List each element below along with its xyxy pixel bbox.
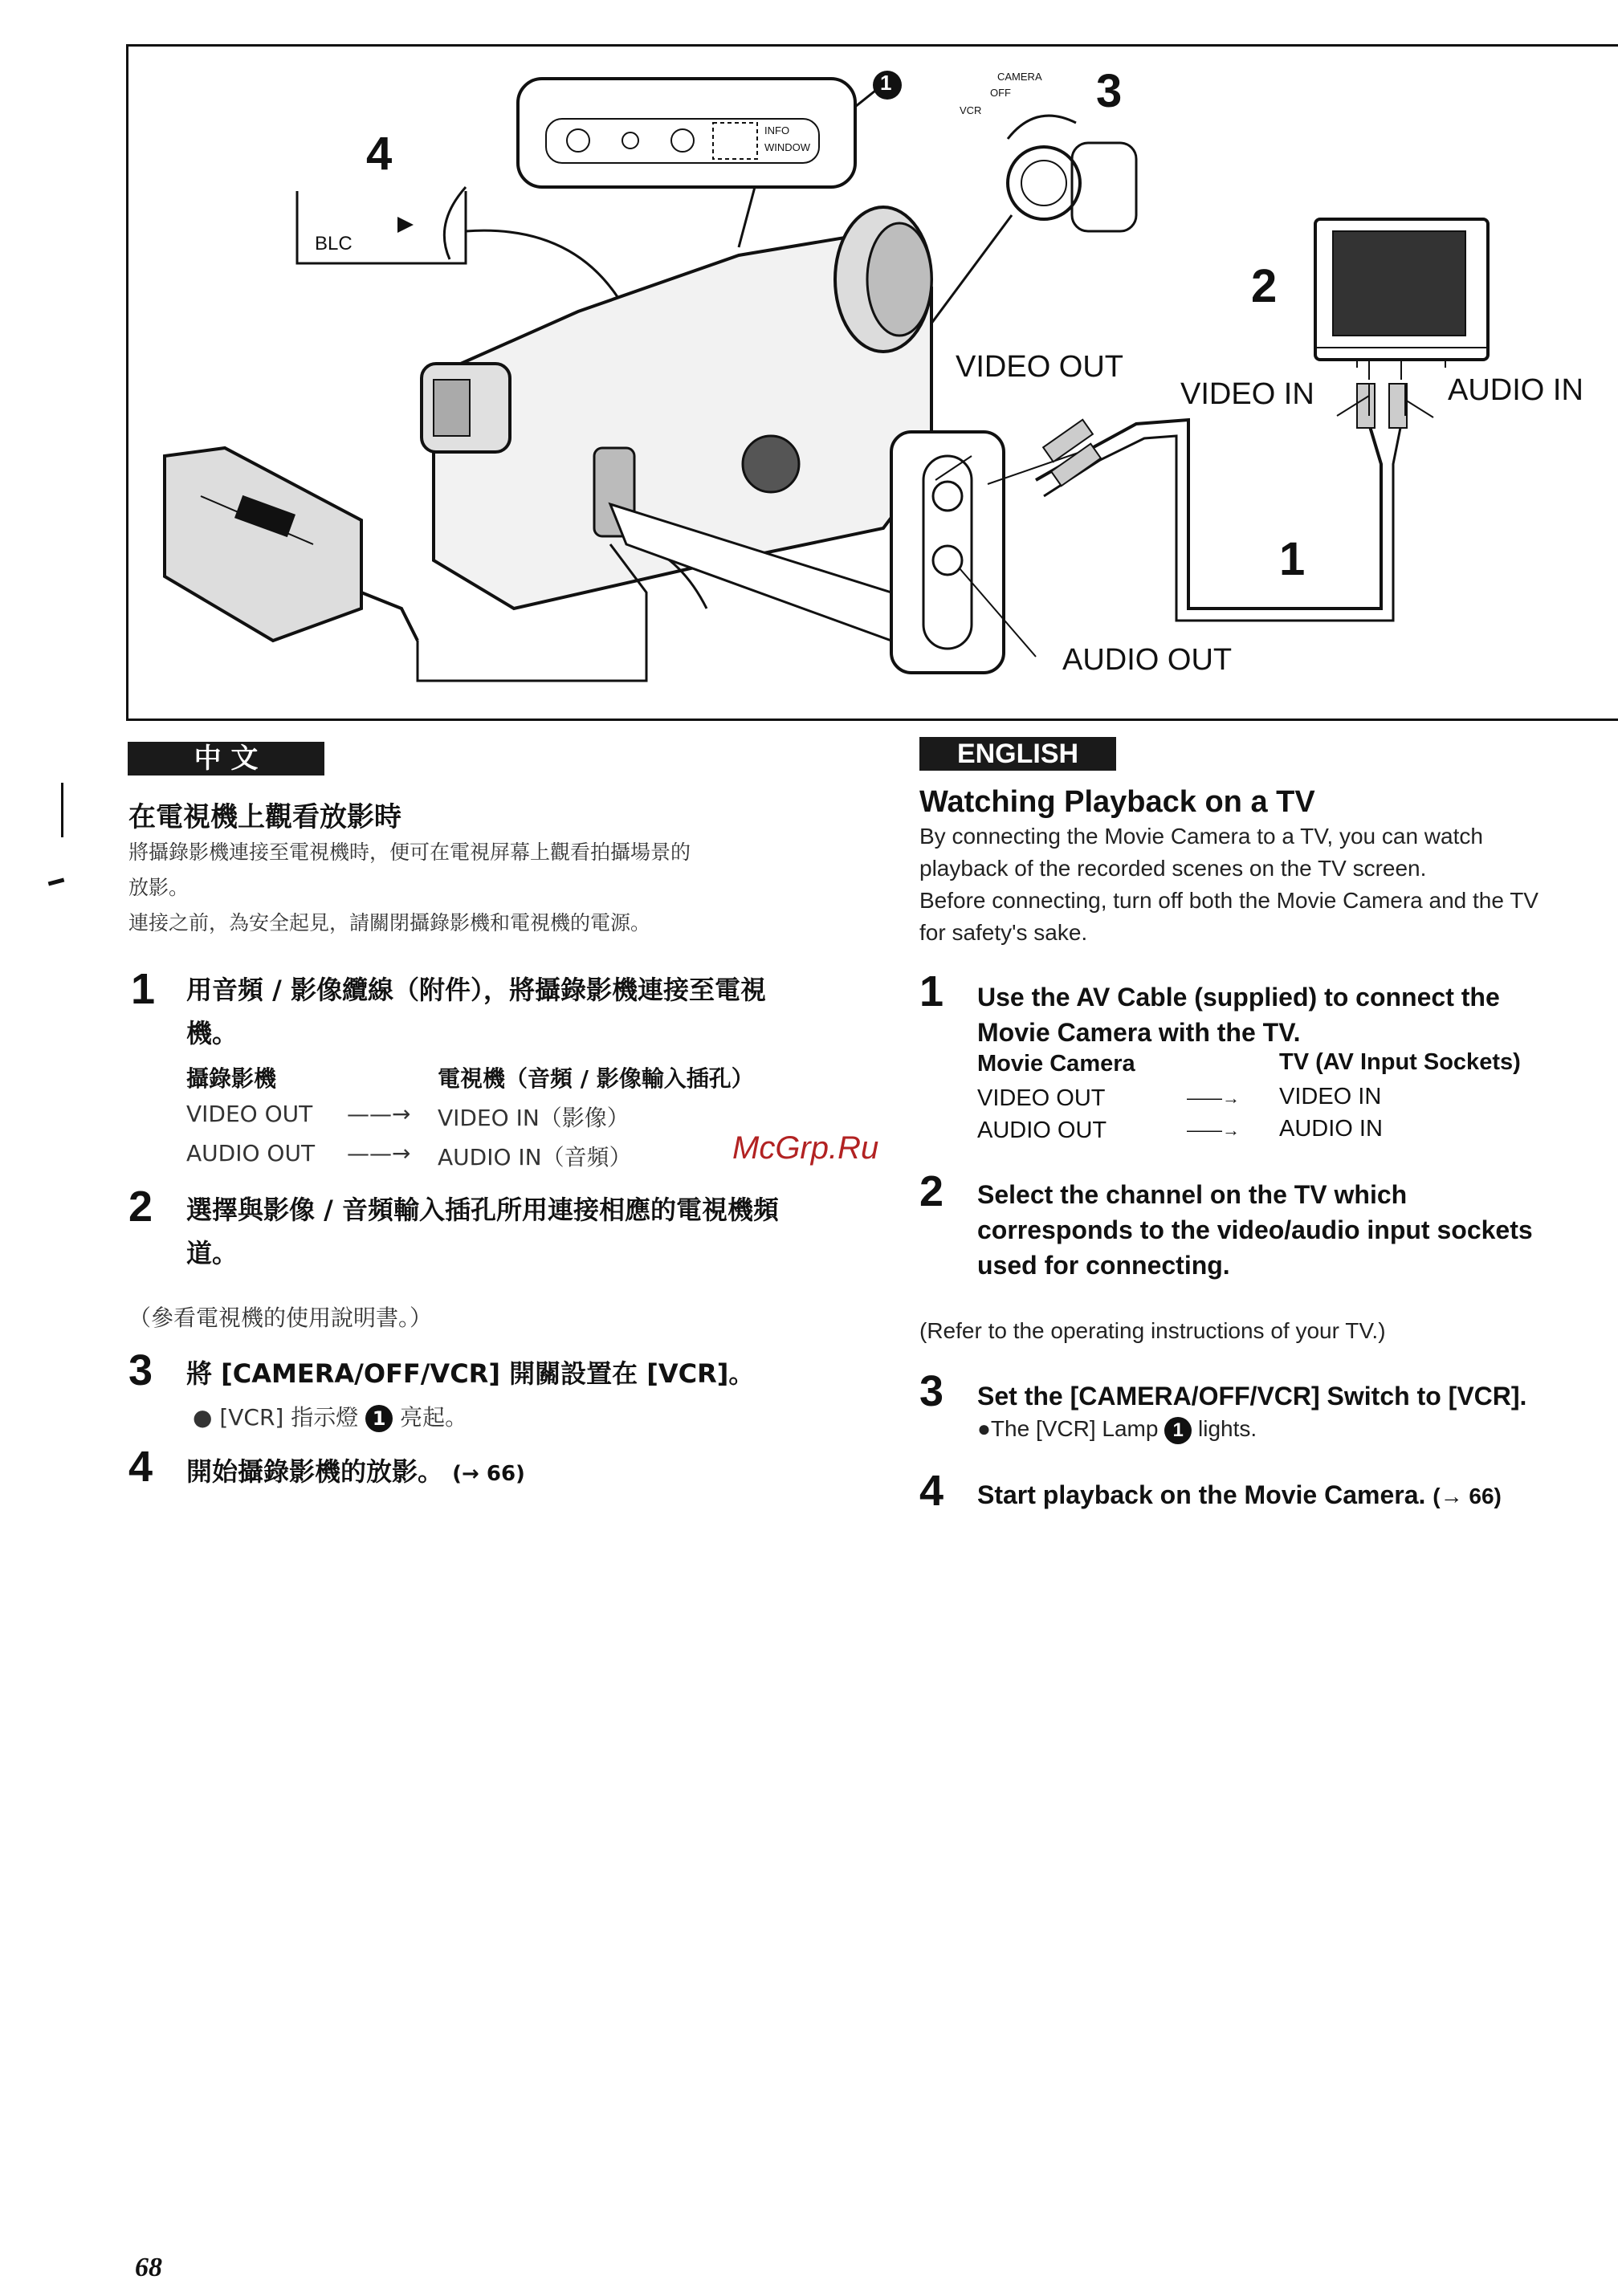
english-row-2-arrow: ——→: [1187, 1120, 1240, 1140]
english-row-1-left: VIDEO OUT: [977, 1085, 1106, 1111]
page-number: 68: [135, 2253, 162, 2282]
chinese-title: 在電視機上觀看放影時: [128, 801, 401, 833]
socket-closeup: [891, 432, 1004, 673]
callout-4: 4: [366, 128, 393, 180]
english-intro-3: Before connecting, turn off both the Movie Camera and the TV: [919, 888, 1539, 913]
chinese-step-4-text: 開始攝錄影機的放影。: [186, 1456, 444, 1487]
english-step-1-number: 1: [919, 967, 944, 1016]
chinese-intro-2: 放影。: [128, 876, 190, 899]
english-step-2-number: 2: [919, 1167, 944, 1215]
chinese-step-3-sub-post: 亮起。: [400, 1404, 468, 1431]
english-title: Watching Playback on a TV: [919, 785, 1315, 819]
english-step-2-line-2: corresponds to the video/audio input sockets: [977, 1215, 1533, 1244]
chinese-step-2-line-2: 道。: [186, 1238, 238, 1268]
circled-callout-1: 1: [880, 71, 892, 95]
info-window-panel: [518, 79, 855, 187]
chinese-row-2-right: AUDIO IN（音頻）: [438, 1144, 632, 1170]
chinese-step-1-number: 1: [131, 965, 156, 1013]
english-badge: ENGLISH: [919, 737, 1116, 771]
chinese-step-2-line-1: 選擇與影像 / 音頻輸入插孔所用連接相應的電視機頻: [186, 1195, 779, 1225]
speaker: [743, 436, 799, 492]
english-intro-2: playback of the recorded scenes on the TV screen.: [919, 856, 1427, 881]
chinese-row-1-arrow: ——→: [347, 1101, 411, 1127]
callout-3: 3: [1096, 65, 1123, 117]
play-icon: [397, 217, 414, 233]
english-row-1-right: VIDEO IN: [1279, 1084, 1382, 1109]
chinese-intro-1: 將攝錄影機連接至電視機時，便可在電視屏幕上觀看拍攝場景的: [128, 841, 691, 864]
window-label: WINDOW: [764, 141, 811, 153]
chinese-step-4-ref: (→ 66): [452, 1462, 525, 1486]
english-step-3-sub-pre: ●The [VCR] Lamp: [977, 1416, 1159, 1441]
english-step-2-line-1: Select the channel on the TV which: [977, 1180, 1408, 1209]
chinese-step-3-sub-pre: ● [VCR] 指示燈: [193, 1404, 359, 1431]
chinese-row-2-arrow: ——→: [347, 1140, 411, 1166]
english-intro-1: By connecting the Movie Camera to a TV, you can watch: [919, 824, 1483, 849]
video-in-label: VIDEO IN: [1180, 377, 1314, 411]
english-row-2-right: AUDIO IN: [1279, 1116, 1383, 1142]
camera-switch-label: CAMERA: [997, 71, 1042, 83]
audio-in-label: AUDIO IN: [1448, 373, 1583, 407]
callout-1: 1: [1279, 533, 1306, 585]
english-step-3-sub: [977, 1416, 1257, 1444]
mode-dial: [1008, 147, 1080, 219]
chinese-step-4: [186, 1451, 525, 1494]
connection-illustration: [126, 44, 1618, 721]
watermark: McGrp.Ru: [732, 1130, 879, 1166]
chinese-step-2-number: 2: [128, 1183, 153, 1231]
english-table-head-right: TV (AV Input Sockets): [1279, 1049, 1521, 1075]
chinese-step-3-number: 3: [128, 1346, 153, 1394]
english-table-head-left: Movie Camera: [977, 1051, 1135, 1077]
circled-1-icon: 1: [1164, 1417, 1192, 1444]
english-step-1-line-1: Use the AV Cable (supplied) to connect the: [977, 983, 1500, 1012]
video-out-label: VIDEO OUT: [956, 350, 1124, 384]
circled-1-icon: 1: [365, 1405, 393, 1432]
english-step-3-number: 3: [919, 1367, 944, 1415]
english-step-4: [977, 1477, 1502, 1514]
chinese-step-3-text: 將 [CAMERA/OFF/VCR] 開關設置在 [VCR]。: [186, 1358, 755, 1389]
blc-label: BLC: [315, 233, 353, 254]
camera-tv-diagram: [128, 47, 1618, 723]
english-row-1-arrow: ——→: [1187, 1088, 1240, 1108]
audio-out-label: AUDIO OUT: [1062, 643, 1233, 677]
margin-tick: [48, 877, 65, 885]
english-intro-4: for safety's sake.: [919, 920, 1088, 945]
english-row-2-left: AUDIO OUT: [977, 1117, 1107, 1143]
chinese-table-head-right: 電視機（音頻 / 影像輸入插孔）: [438, 1065, 754, 1092]
chinese-row-2-left: AUDIO OUT: [186, 1140, 316, 1166]
chinese-note: （參看電視機的使用說明書。）: [128, 1305, 433, 1331]
english-step-4-ref: (→ 66): [1433, 1484, 1502, 1508]
chinese-table-head-left: 攝錄影機: [186, 1065, 277, 1092]
vcr-switch-label: VCR: [960, 104, 982, 116]
english-step-4-text: Start playback on the Movie Camera.: [977, 1480, 1426, 1509]
chinese-step-1-line-1: 用音頻 / 影像纜線（附件），將攝錄影機連接至電視: [186, 975, 766, 1005]
chinese-step-3-sub: [193, 1400, 467, 1432]
margin-bar: [61, 783, 63, 837]
chinese-row-1-left: VIDEO OUT: [186, 1101, 313, 1127]
english-step-2-line-3: used for connecting.: [977, 1251, 1230, 1280]
english-note: (Refer to the operating instructions of your TV.): [919, 1318, 1386, 1343]
english-step-3-text: Set the [CAMERA/OFF/VCR] Switch to [VCR].: [977, 1382, 1527, 1411]
ac-adaptor: [165, 448, 361, 641]
tv-screen: [1333, 231, 1465, 336]
off-switch-label: OFF: [990, 87, 1011, 99]
chinese-step-4-number: 4: [128, 1443, 153, 1491]
chinese-step-1-line-2: 機。: [186, 1018, 238, 1048]
chinese-intro-3: 連接之前，為安全起見，請關閉攝錄影機和電視機的電源。: [128, 911, 651, 934]
callout-2: 2: [1251, 260, 1278, 312]
english-step-1-line-2: Movie Camera with the TV.: [977, 1018, 1301, 1047]
english-step-4-number: 4: [919, 1467, 944, 1515]
chinese-badge: 中 文: [128, 742, 324, 776]
chinese-row-1-right: VIDEO IN（影像）: [438, 1105, 630, 1131]
english-step-3-sub-post: lights.: [1198, 1416, 1257, 1441]
info-label: INFO: [764, 124, 790, 136]
